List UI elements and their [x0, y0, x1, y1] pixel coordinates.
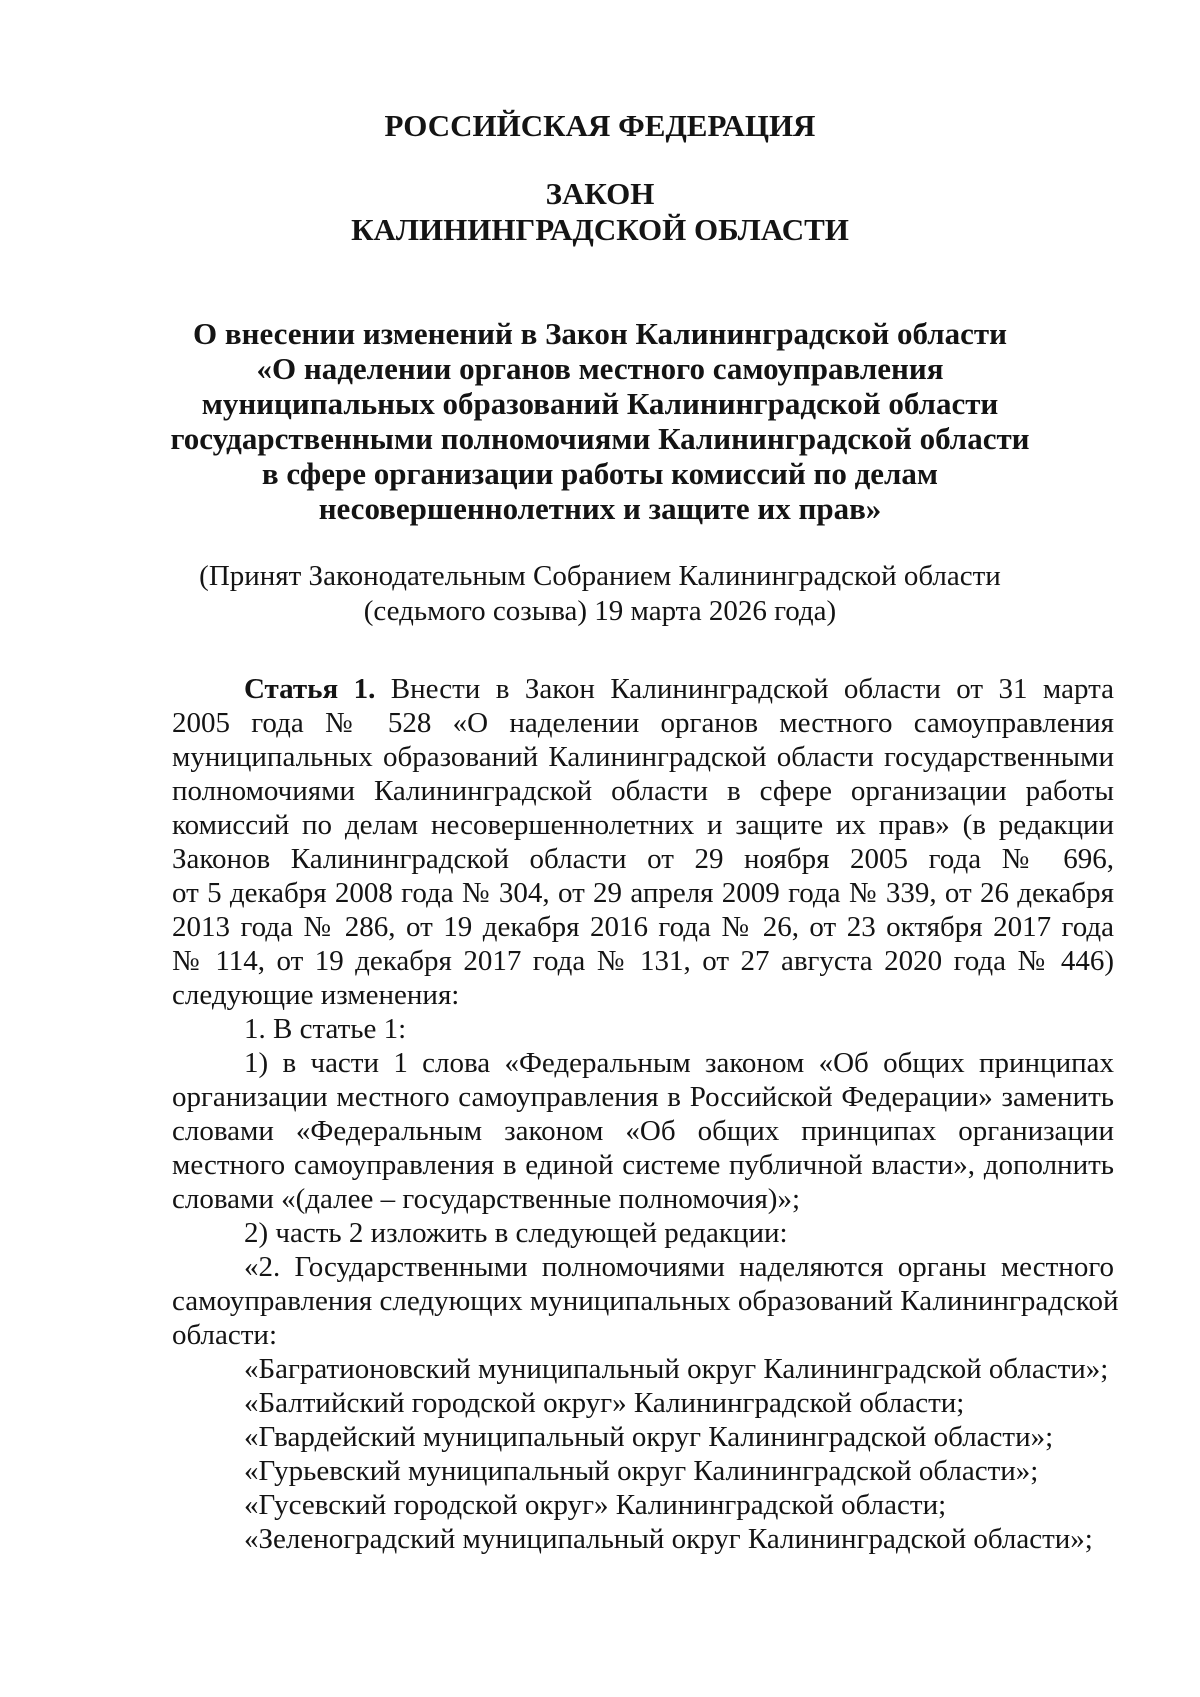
list-item: «Багратионовский муниципальный округ Калининградской области»;: [244, 1353, 1109, 1385]
article-line: комиссий по делам несовершеннолетних и защите их прав» (в редакции: [172, 809, 1114, 841]
article-heading: Статья 1.: [244, 673, 376, 705]
article-line: № 114, от 19 декабря 2017 года № 131, от 27 августа 2020 года № 446): [172, 945, 1114, 977]
adoption-line: (Принят Законодательным Собранием Калининградской области: [199, 560, 1001, 592]
title-line: «О наделении органов местного самоуправления: [256, 351, 944, 386]
adoption-line: (седьмого созыва) 19 марта 2026 года): [363, 595, 837, 627]
item-1: 1. В статье 1:: [244, 1013, 407, 1045]
list-item: «Гурьевский муниципальный округ Калининградской области»;: [244, 1455, 1039, 1487]
subitem-line: 1) в части 1 слова «Федеральным законом «Об общих принципах: [244, 1047, 1114, 1079]
title-line: в сфере организации работы комиссий по делам: [261, 456, 939, 491]
law-label: ЗАКОН: [545, 176, 655, 211]
federation-heading: РОССИЙСКАЯ ФЕДЕРАЦИЯ: [384, 108, 816, 143]
subitem-line: местного самоуправления в единой системе публичной власти», дополнить: [172, 1149, 1114, 1181]
quote-line: «2. Государственными полномочиями наделяются органы местного: [244, 1251, 1114, 1283]
quote-line: самоуправления следующих муниципальных образований Калининградской: [172, 1285, 1119, 1317]
list-item: «Гвардейский муниципальный округ Калининградской области»;: [244, 1421, 1054, 1453]
subitem-line: словами «Федеральным законом «Об общих принципах организации: [172, 1115, 1114, 1147]
article-text: Внести в Закон Калининградской области от 31 марта: [375, 673, 1114, 705]
title-line: муниципальных образований Калининградской области: [201, 386, 999, 421]
title-line: несовершеннолетних и защите их прав»: [318, 491, 882, 526]
article-line: полномочиями Калининградской области в сфере организации работы: [172, 775, 1114, 807]
article-line: муниципальных образований Калининградской области государственными: [172, 741, 1114, 773]
article-line: Законов Калининградской области от 29 ноября 2005 года № 696,: [172, 843, 1114, 875]
article-line: 2013 года № 286, от 19 декабря 2016 года № 26, от 23 октября 2017 года: [172, 911, 1114, 943]
region-heading: КАЛИНИНГРАДСКОЙ ОБЛАСТИ: [351, 212, 849, 247]
quote-line: области:: [172, 1319, 277, 1351]
subitem-line: словами «(далее – государственные полномочия)»;: [172, 1183, 801, 1215]
subitem-2: 2) часть 2 изложить в следующей редакции:: [244, 1217, 788, 1249]
title-line: государственными полномочиями Калининградской области: [170, 421, 1030, 456]
list-item: «Зеленоградский муниципальный округ Калининградской области»;: [244, 1523, 1093, 1555]
article-line: от 5 декабря 2008 года № 304, от 29 апреля 2009 года № 339, от 26 декабря: [172, 877, 1114, 909]
subitem-line: организации местного самоуправления в Российской Федерации» заменить: [172, 1081, 1114, 1113]
title-line: О внесении изменений в Закон Калининградской области: [193, 316, 1007, 351]
article-line: 2005 года № 528 «О наделении органов местного самоуправления: [172, 707, 1114, 739]
article-line: следующие изменения:: [172, 979, 460, 1011]
list-item: «Балтийский городской округ» Калининградской области;: [244, 1387, 965, 1419]
list-item: «Гусевский городской округ» Калининградской области;: [244, 1489, 947, 1521]
article-first-line: [244, 673, 1114, 707]
